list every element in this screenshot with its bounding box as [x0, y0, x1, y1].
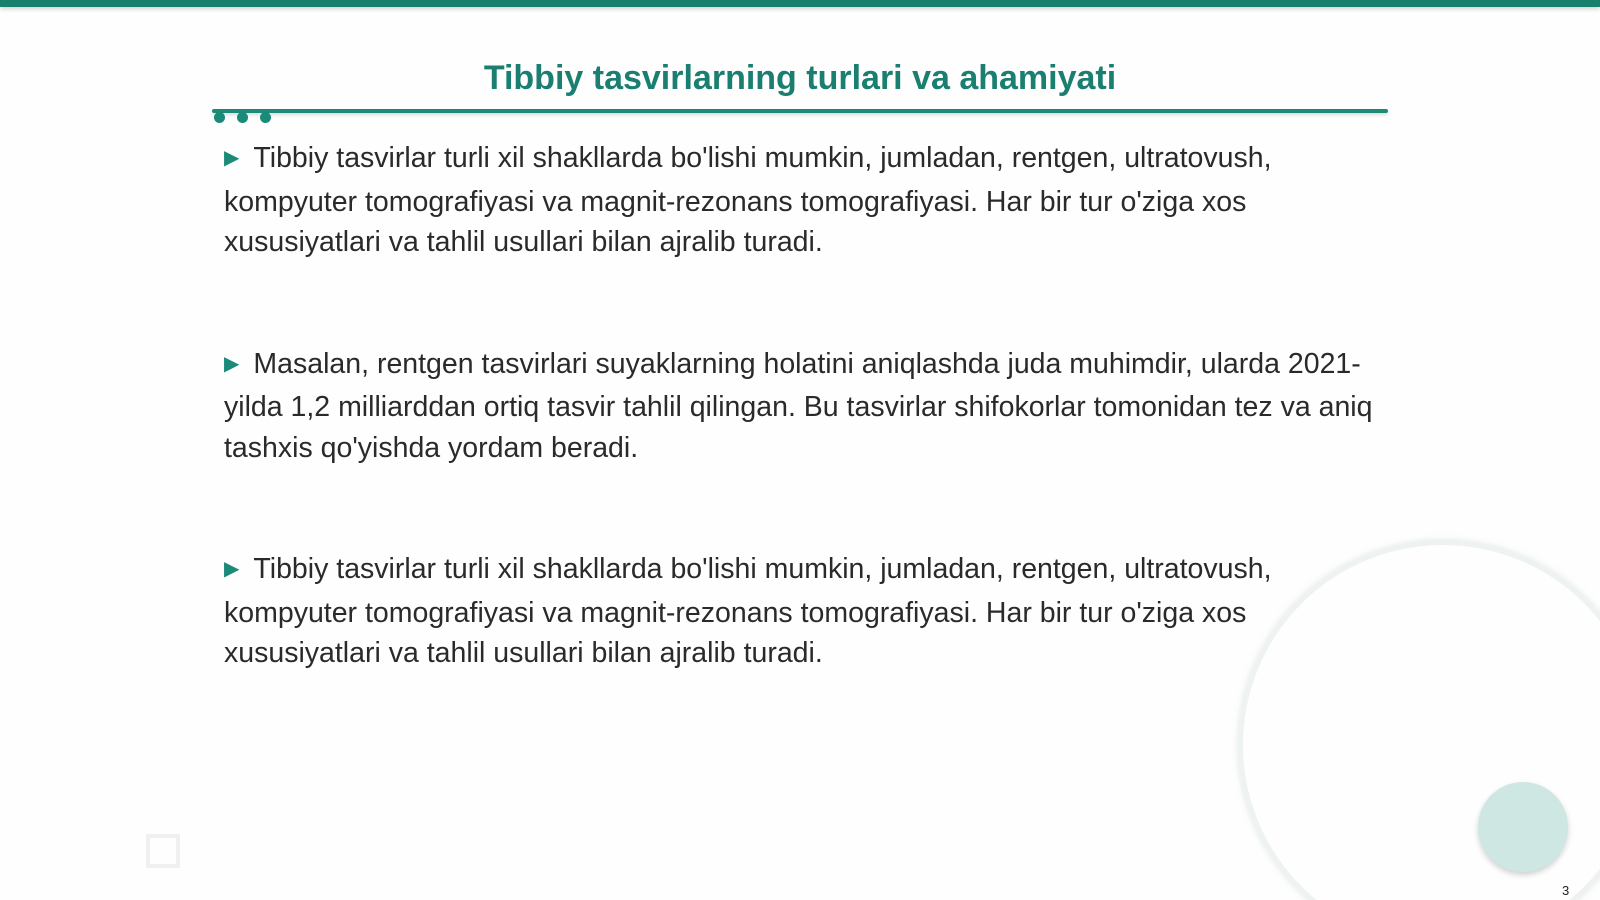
- bullet-paragraph-2: [224, 344, 1384, 469]
- bullet-arrow-icon: ▶: [224, 352, 240, 375]
- top-accent-bar: [0, 0, 1600, 7]
- bullet-arrow-icon: ▶: [224, 147, 240, 169]
- decor-square: [146, 834, 180, 868]
- bullet-text-1: Tibbiy tasvirlar turli xil shakllarda bo'lishi mumkin, jumladan, rentgen, ultratovush, kompyuter tomografiyasi va magnit-rezonans tomografiyasi. Har bir tur o'ziga xos xususiyatlari va tahlil usullari bilan ajralib turadi.: [224, 142, 1272, 258]
- page-number: 3: [1562, 883, 1570, 898]
- title-underline: [212, 109, 1388, 113]
- bullet-paragraph-1: [224, 138, 1384, 263]
- bullet-text-2: Masalan, rentgen tasvirlari suyaklarning holatini aniqlashda juda muhimdir, ularda 2021-yilda 1,2 milliarddan ortiq tasvir tahlil qilingan. Bu tasvirlar shifokorlar tomonidan tez va aniq tashxis qo'yishda yordam beradi.: [224, 347, 1373, 464]
- bullet-paragraph-3: [224, 549, 1384, 674]
- decor-dot-1: [214, 112, 225, 123]
- bullet-arrow-icon: ▶: [224, 558, 240, 580]
- decor-circle-filled: [1478, 782, 1568, 872]
- decor-dot-2: [237, 112, 248, 123]
- decor-dot-3: [260, 112, 271, 123]
- bullet-text-3: Tibbiy tasvirlar turli xil shakllarda bo'lishi mumkin, jumladan, rentgen, ultratovush, kompyuter tomografiyasi va magnit-rezonans tomografiyasi. Har bir tur o'ziga xos xususiyatlari va tahlil usullari bilan ajralib turadi.: [224, 553, 1272, 669]
- slide-title: Tibbiy tasvirlarning turlari va ahamiyati: [483, 59, 1117, 97]
- bullet-list: [224, 138, 1384, 755]
